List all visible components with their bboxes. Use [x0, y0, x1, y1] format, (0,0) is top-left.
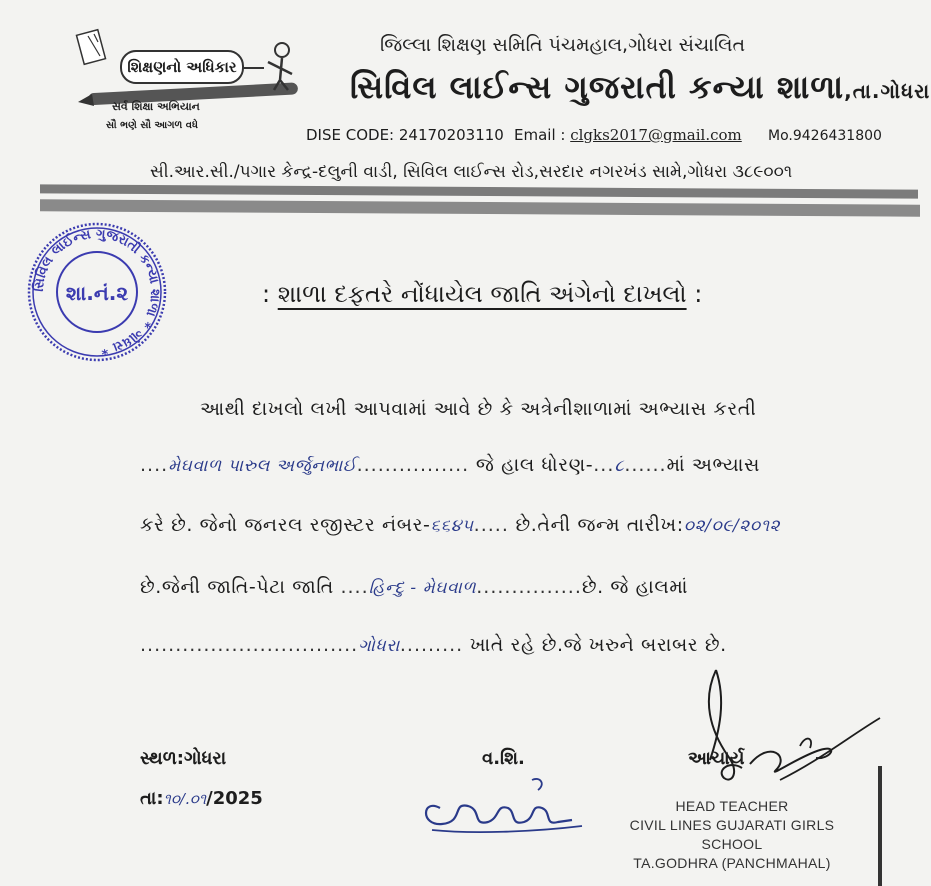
dise-code: DISE CODE: 24170203110 [306, 126, 504, 144]
student-name: મેઘવાળ પારુલ અર્જુનભાઈ [168, 456, 357, 476]
name-dots-left: .... [140, 454, 169, 476]
name-dots-right: ................ [356, 454, 470, 476]
standard-label: જે હાલ ધોરણ- [469, 454, 594, 476]
date-day-month: ૧૦/.૦૧ [163, 790, 207, 808]
caste-suffix: છે. જે હાલમાં [581, 576, 689, 598]
email-link[interactable]: clgks2017@gmail.com [570, 126, 742, 144]
title-text: શાળા દફતરે નોંધાયેલ જાતિ અંગેનો દાખલો [277, 280, 687, 308]
date-year: /2025 [206, 788, 263, 809]
header-divider-thick [40, 199, 920, 216]
head-teacher-title: HEAD TEACHER [675, 798, 789, 814]
email-line [514, 126, 742, 144]
residence-dots-left: ............................... [140, 634, 359, 656]
head-teacher-seal [602, 797, 862, 873]
school-address: સી.આર.સી./પગાર કેન્દ્ર-દલુની વાડી, સિવિલ લાઈન્સ રોડ,સરદાર નગરખંડ સામે,ગોધરા ૩૮૯૦૦૧ [150, 162, 793, 182]
date-prefix: તા: [140, 788, 164, 809]
caste-value: હિન્દુ - મેઘવાળ [368, 578, 477, 598]
principal-label: આચાર્ય [688, 748, 745, 769]
register-number: ૬૬૪૫ [430, 516, 474, 536]
school-stamp [22, 222, 172, 362]
school-taluka: ,તા.ગોધરા [844, 79, 931, 103]
email-label: Email : [514, 126, 571, 144]
teacher-signature-graphic [412, 768, 592, 838]
school-name-text: સિવિલ લાઈન્સ ગુજરાતી કન્યા શાળા [350, 68, 845, 106]
page-edge-mark [878, 766, 882, 886]
residence-dots-right: ......... [399, 634, 464, 656]
certificate-title [262, 280, 702, 308]
logo-tagline-1: સર્વ શિક્ષા અભિયાન [112, 100, 200, 113]
body-line-4 [140, 576, 688, 598]
caste-dots-left: .... [340, 576, 369, 598]
principal-signature-graphic [680, 660, 890, 810]
stamp-center-text: શા.નં.૨ [65, 281, 129, 305]
place-label: સ્થળ:ગોધરા [140, 748, 227, 769]
residence-value: ગોધરા [358, 636, 400, 656]
title-suffix: : [686, 280, 703, 308]
student-standard: ૮ [614, 456, 625, 476]
standard-dots-2: ...... [624, 454, 667, 476]
title-prefix: : [262, 280, 278, 308]
residence-suffix: ખાતે રહે છે.જે ખરુને બરાબર છે. [463, 634, 727, 656]
birth-date: ૦૨/૦૯/૨૦૧૨ [683, 516, 781, 536]
body-line-3 [140, 514, 780, 536]
body-line-1: આથી દાખલો લખી આપવામાં આવે છે કે અત્રેનીશાળામાં અભ્યાસ કરતી [200, 398, 757, 420]
register-dots: ..... [473, 514, 509, 536]
register-label: કરે છે. જેનો જનરલ રજીસ્ટર નંબર- [140, 514, 431, 536]
committee-line: જિલ્લા શિક્ષણ સમિતિ પંચમહાલ,ગોધરા સંચાલિત [380, 34, 746, 56]
caste-dots-right: ............... [476, 576, 582, 598]
standard-suffix: માં અભ્યાસ [666, 454, 760, 476]
teacher-label: વ.શિ. [482, 748, 525, 769]
logo-title: શિક્ષણનો અધિકાર [120, 50, 244, 84]
logo [70, 28, 310, 148]
date-line [140, 788, 263, 809]
body-line-5 [140, 634, 727, 656]
body-line-2 [140, 454, 760, 476]
birth-label: છે.તેની જન્મ તારીખ: [508, 514, 684, 536]
principal-signature [680, 660, 890, 810]
standard-dots: ... [593, 454, 615, 476]
stamp-ring-text: સિવિલ લાઈન્સ ગુજરાતી કન્યા શાળા * ગોધરા * [31, 226, 163, 357]
school-name-english: CIVIL LINES GUJARATI GIRLS SCHOOL [629, 817, 835, 852]
school-name [350, 68, 930, 107]
teacher-signature [412, 768, 592, 838]
logo-tagline-2: સૌ ભણે સૌ આગળ વધે [106, 120, 199, 131]
mobile-number: Mo.9426431800 [768, 128, 882, 144]
header-divider-thin [40, 184, 918, 198]
stamp-seal [22, 222, 172, 362]
caste-label: છે.જેની જાતિ-પેટા જાતિ [140, 576, 341, 598]
school-location-english: TA.GODHRA (PANCHMAHAL) [633, 855, 831, 871]
